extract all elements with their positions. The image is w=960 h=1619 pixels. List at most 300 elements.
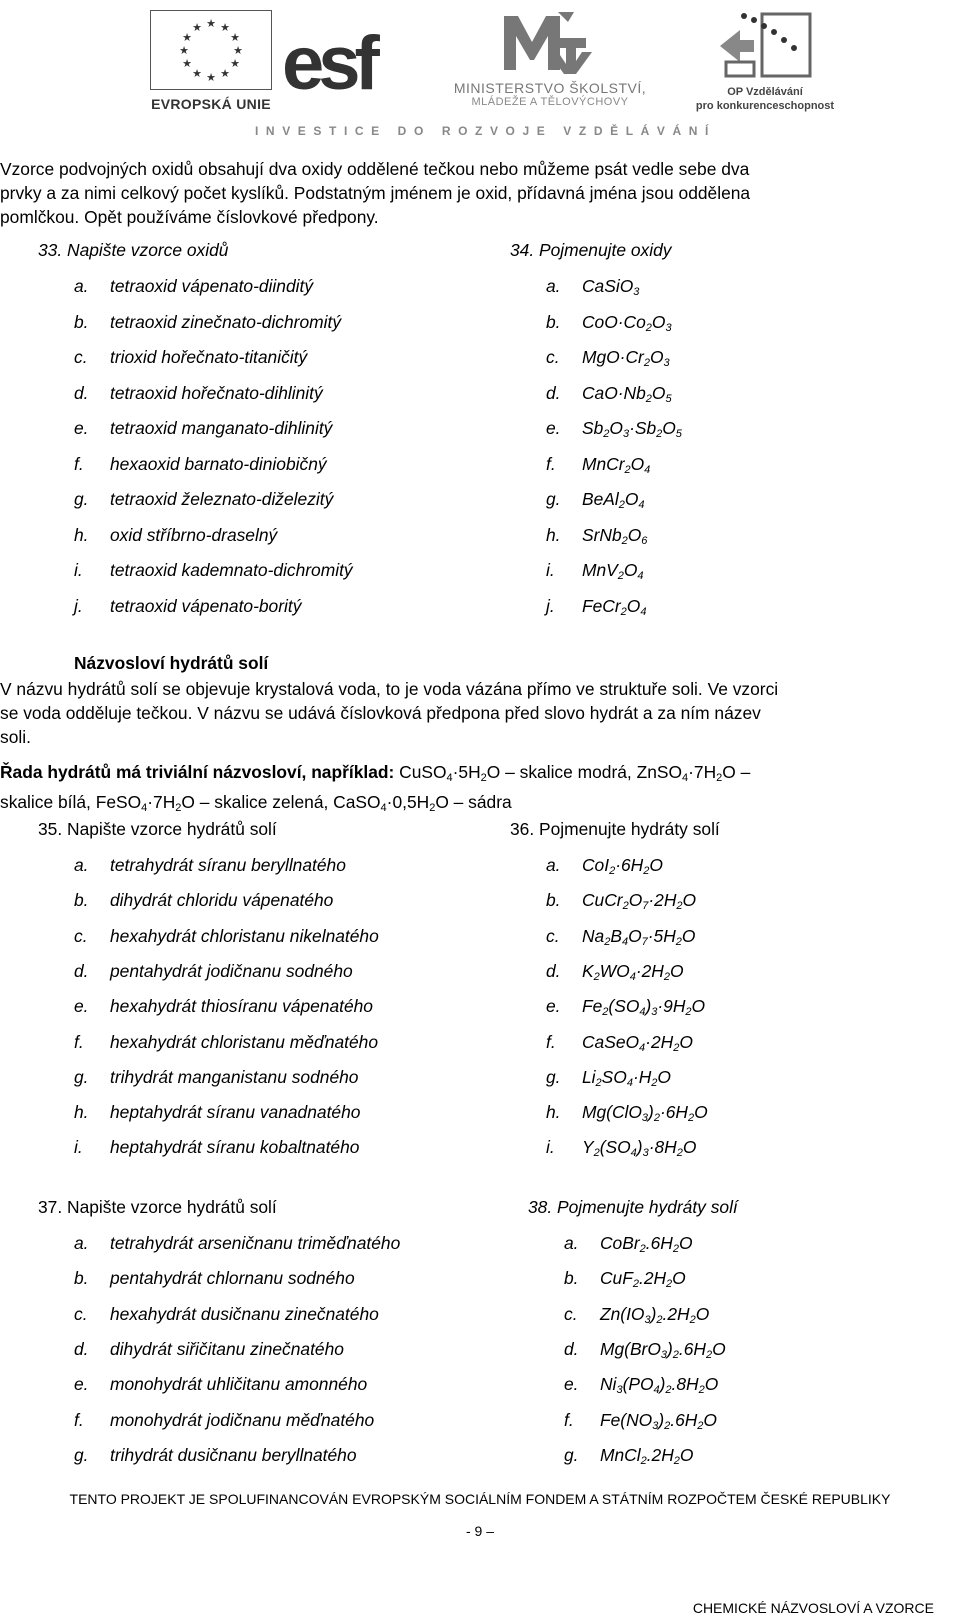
trivial-formulas-1 <box>399 762 750 782</box>
item-formula <box>582 890 696 912</box>
subscript: 2 <box>603 428 610 440</box>
formula-part: CoBr <box>600 1233 640 1253</box>
item-letter: c. <box>74 347 88 367</box>
item-letter: i. <box>546 1137 555 1158</box>
subscript: 4 <box>640 605 647 618</box>
subscript: 4 <box>638 499 645 511</box>
subscript: 2 <box>665 1384 672 1397</box>
formula-part: ·2H <box>635 960 664 981</box>
svg-text:★: ★ <box>220 22 230 34</box>
formula-part: WO <box>599 960 630 981</box>
subscript: 2 <box>617 570 624 582</box>
item-letter: g. <box>546 1066 561 1087</box>
exercise-36-title: 36. Pojmenujte hydráty solí <box>510 819 720 839</box>
header-logos <box>0 0 960 140</box>
svg-text:★: ★ <box>230 32 240 44</box>
intro-line-3: pomlčkou. Opět používáme číslovkové předpony. <box>0 207 379 227</box>
chapter-title: CHEMICKÉ NÁZVOSLOVÍ A VZORCE <box>692 1600 934 1616</box>
item-letter: e. <box>546 996 561 1017</box>
op-logo <box>690 10 840 110</box>
item-text: monohydrát jodičnanu měďnatého <box>110 1409 375 1430</box>
item-letter: i. <box>546 560 555 580</box>
formula-part: MnCl <box>600 1444 641 1465</box>
hydrates-line-3: soli. <box>0 727 31 747</box>
intro-paragraph <box>0 157 945 229</box>
subscript: 2 <box>673 1041 680 1054</box>
formula-part: O <box>695 1303 710 1324</box>
subscript: 2 <box>651 1076 658 1089</box>
subscript: 5 <box>665 392 672 405</box>
subscript: 5 <box>675 428 682 440</box>
eu-logo <box>150 10 272 110</box>
item-letter: f. <box>546 453 556 474</box>
item-letter: b. <box>546 311 561 332</box>
formula-part: CuSO <box>399 762 447 782</box>
item-text: hexahydrát chloristanu nikelnatého <box>110 925 379 946</box>
formula-part: .6H <box>670 1409 698 1430</box>
item-text: tetraoxid kademnato-dichromitý <box>110 560 353 580</box>
formula-part: K <box>582 960 594 981</box>
formula-part: ·5H <box>452 762 481 782</box>
subscript: 3 <box>633 286 640 298</box>
subscript: 2 <box>602 1006 609 1019</box>
item-text: hexaoxid barnato-diniobičný <box>110 453 327 474</box>
item-letter: f. <box>74 1031 84 1052</box>
item-letter: g. <box>74 1066 89 1087</box>
formula-part: O <box>712 1338 726 1359</box>
esf-logo <box>282 18 400 110</box>
item-text: trihydrát dusičnanu beryllnatého <box>110 1444 357 1465</box>
formula-part: ·0,5H <box>386 792 430 812</box>
item-text: trioxid hořečnato-titaničitý <box>110 347 308 367</box>
formula-part: O <box>703 1409 717 1430</box>
formula-part: ) <box>636 1137 643 1158</box>
subscript: 2 <box>593 970 600 983</box>
formula-part: O <box>630 453 645 474</box>
formula-part: .2H <box>646 1444 674 1465</box>
item-letter: d. <box>564 1338 579 1359</box>
formula-part: Fe <box>582 996 603 1017</box>
item-letter: b. <box>74 311 89 332</box>
formula-part: O <box>669 960 684 981</box>
item-letter: e. <box>564 1374 579 1395</box>
hydrates-paragraph <box>0 677 945 749</box>
subscript: 2 <box>716 772 723 784</box>
hydrates-heading: Názvosloví hydrátů solí <box>74 653 269 673</box>
formula-part: (SO <box>608 996 640 1017</box>
esf-wordmark: esf <box>282 21 374 106</box>
formula-part: CaSeO <box>582 1031 640 1052</box>
subscript: 3 <box>651 1006 658 1019</box>
item-letter: j. <box>546 595 555 616</box>
item-text: oxid stříbrno-draselný <box>110 524 278 545</box>
formula-part: Zn(IO <box>600 1303 645 1324</box>
subscript: 4 <box>621 935 629 948</box>
item-letter: d. <box>74 960 89 981</box>
msmt-label-2: MLÁDEŽE A TĚLOVÝCHOVY <box>471 96 629 108</box>
subscript: 7 <box>641 935 648 948</box>
item-text: tetraoxid železnato-diželezitý <box>110 489 334 509</box>
item-formula <box>600 1410 717 1432</box>
subscript: 2 <box>645 321 652 334</box>
formula-part: O <box>657 1066 671 1087</box>
item-text: tetraoxid vápenato-boritý <box>110 595 302 616</box>
subscript: 3 <box>641 1112 649 1125</box>
formula-part: O <box>627 524 642 545</box>
formula-part: O <box>679 1031 693 1052</box>
item-letter: g. <box>564 1444 579 1465</box>
item-letter: b. <box>546 890 561 911</box>
formula-part: ·2H <box>645 1031 674 1052</box>
formula-part: .2H <box>662 1303 690 1324</box>
item-letter: h. <box>546 1102 561 1123</box>
formula-part: O <box>651 382 666 403</box>
item-letter: a. <box>74 855 89 875</box>
item-formula <box>600 1304 709 1326</box>
formula-part: (PO <box>622 1374 654 1395</box>
item-letter: c. <box>564 1303 578 1324</box>
subscript: 2 <box>687 1112 695 1125</box>
item-formula <box>600 1233 692 1255</box>
subscript: 3 <box>660 1348 667 1361</box>
item-letter: d. <box>74 1338 89 1359</box>
formula-part: ) <box>659 1374 666 1395</box>
subscript: 2 <box>624 463 631 476</box>
subscript: 3 <box>665 321 672 334</box>
formula-part: O – <box>722 762 751 782</box>
item-formula <box>582 1102 708 1124</box>
formula-part: Ni <box>600 1374 617 1395</box>
op-mark-icon <box>714 10 814 82</box>
item-text: tetraoxid zinečnato-dichromitý <box>110 311 342 332</box>
formula-part: Mg(BrO <box>600 1338 661 1359</box>
item-letter: j. <box>74 595 83 616</box>
item-letter: a. <box>74 276 89 296</box>
item-letter: c. <box>546 347 560 367</box>
subscript: 2 <box>697 1419 704 1432</box>
item-text: tetraoxid manganato-dihlinitý <box>110 418 333 438</box>
item-letter: f. <box>564 1409 574 1430</box>
trivial-line-1 <box>0 760 945 790</box>
item-text: hexahydrát dusičnanu zinečnatého <box>110 1303 379 1324</box>
formula-part: MnCr <box>582 453 625 474</box>
item-letter: a. <box>546 276 561 296</box>
svg-text:★: ★ <box>230 58 240 70</box>
item-formula <box>582 276 639 298</box>
subscript: 4 <box>446 772 453 784</box>
formula-part: Fe(NO <box>600 1409 653 1430</box>
item-letter: b. <box>564 1268 579 1289</box>
formula-part: O <box>662 418 676 438</box>
subscript: 3 <box>616 1384 623 1397</box>
formula-part: CuCr <box>582 890 623 911</box>
subscript: 2 <box>676 900 683 913</box>
formula-part: ·7H <box>688 762 717 782</box>
item-letter: g. <box>546 489 561 509</box>
item-text: hexahydrát chloristanu měďnatého <box>110 1031 379 1052</box>
hydrates-line-1: V názvu hydrátů solí se objevuje krystalová voda, to je voda vázána přímo ve struktuře soli. Ve vzorci <box>0 679 779 699</box>
formula-part: O <box>678 1233 693 1253</box>
formula-part: Na <box>582 925 605 946</box>
item-formula <box>582 961 684 983</box>
subscript: 6 <box>641 534 648 547</box>
formula-part: (SO <box>599 1137 631 1158</box>
item-formula <box>582 560 644 582</box>
item-formula <box>582 1032 693 1054</box>
subscript: 2 <box>609 865 616 877</box>
svg-text:★: ★ <box>182 58 192 70</box>
svg-text:★: ★ <box>220 68 230 80</box>
item-letter: i. <box>74 560 83 580</box>
formula-part: O <box>626 595 641 616</box>
subscript: 2 <box>643 865 650 877</box>
item-letter: i. <box>74 1137 83 1158</box>
trivial-bold: Řada hydrátů má triviální názvosloví, například: <box>0 762 395 782</box>
item-text: heptahydrát síranu vanadnatého <box>110 1102 361 1123</box>
item-letter: e. <box>74 996 89 1017</box>
formula-part: skalice bílá, FeSO <box>0 792 142 812</box>
msmt-logo <box>440 8 660 110</box>
intro-line-1: Vzorce podvojných oxidů obsahují dva oxidy oddělené tečkou nebo můžeme psát vedle sebe dva <box>0 159 750 179</box>
svg-text:★: ★ <box>206 18 216 30</box>
subscript: 4 <box>626 1076 633 1089</box>
item-letter: h. <box>74 1102 89 1123</box>
formula-part: ) <box>658 1409 665 1430</box>
intro-line-2: prvky a za nimi celkový počet kyslíků. Podstatným jménem je oxid, přídavná jména jsou oddělena <box>0 183 751 203</box>
formula-part: BeAl <box>582 489 619 509</box>
item-formula <box>582 1137 696 1159</box>
subscript: 2 <box>653 1112 660 1125</box>
subscript: 2 <box>595 1076 602 1089</box>
item-formula <box>600 1374 718 1396</box>
formula-part: O <box>682 1137 697 1158</box>
formula-part: ) <box>667 1338 673 1359</box>
formula-part: O <box>691 996 706 1017</box>
item-formula <box>582 347 670 369</box>
formula-part: O <box>649 855 663 875</box>
item-letter: a. <box>74 1233 89 1253</box>
item-letter: b. <box>74 1268 89 1289</box>
formula-part: O <box>609 418 623 438</box>
subscript: 2 <box>705 1348 713 1361</box>
formula-part: O <box>694 1102 708 1123</box>
formula-part: .6H <box>678 1338 706 1359</box>
formula-part: Y <box>582 1137 594 1158</box>
subscript: 4 <box>629 970 636 983</box>
formula-part: O <box>681 925 696 946</box>
formula-part: Li <box>582 1066 596 1087</box>
subscript: 2 <box>632 1278 639 1291</box>
item-letter: c. <box>74 1303 88 1324</box>
item-text: pentahydrát chlornanu sodného <box>110 1268 355 1289</box>
formula-part: CoI <box>582 855 610 875</box>
exercise-34-title: 34. Pojmenujte oxidy <box>510 240 672 260</box>
msmt-mark-icon <box>498 8 598 74</box>
item-text: monohydrát uhličitanu amonného <box>110 1374 368 1395</box>
formula-part: ) <box>645 996 652 1017</box>
exercise-38-title: 38. Pojmenujte hydráty solí <box>528 1197 738 1217</box>
subscript: 3 <box>644 1313 651 1326</box>
item-letter: d. <box>74 382 89 403</box>
item-letter: c. <box>74 925 88 946</box>
formula-part: ·9H <box>657 996 686 1017</box>
trivial-line-2 <box>0 790 945 820</box>
item-letter: d. <box>546 960 561 981</box>
formula-part: FeCr <box>582 595 621 616</box>
formula-part: SO <box>601 1066 627 1087</box>
eu-flag-icon <box>150 10 272 90</box>
subscript: 2 <box>664 1419 671 1432</box>
page-number: - 9 – <box>465 1523 494 1539</box>
formula-part: O <box>704 1374 719 1395</box>
formula-part: O – sádra <box>435 792 512 812</box>
formula-part: MgO·Cr <box>582 347 644 367</box>
item-text: tetrahydrát arseničnanu triměďnatého <box>110 1233 401 1253</box>
subscript: 4 <box>682 772 689 784</box>
item-letter: g. <box>74 1444 89 1465</box>
item-formula <box>582 855 663 877</box>
formula-part: CoO·Co <box>582 311 646 332</box>
item-letter: h. <box>546 524 561 545</box>
subscript: 4 <box>630 1147 637 1160</box>
formula-part: O <box>628 925 642 946</box>
op-label-1: OP Vzdělávání <box>727 86 803 98</box>
formula-part: ·Sb <box>629 418 657 438</box>
item-letter: g. <box>74 489 89 509</box>
subscript: 2 <box>639 1243 646 1255</box>
hydrates-line-2: se voda odděluje tečkou. V názvu se udává číslovková předpona před slovo hydrát a za ním název <box>0 703 761 723</box>
formula-part: B <box>610 925 622 946</box>
formula-part: ·2H <box>648 890 677 911</box>
item-letter: e. <box>74 1374 89 1395</box>
item-formula <box>582 596 646 618</box>
item-letter: a. <box>564 1233 579 1253</box>
formula-part: SrNb <box>582 524 622 545</box>
subscript: 2 <box>480 772 487 784</box>
item-letter: f. <box>74 453 84 474</box>
subscript: 2 <box>618 499 625 511</box>
exercise-37-title: 37. Napište vzorce hydrátů solí <box>38 1197 277 1217</box>
item-text: pentahydrát jodičnanu sodného <box>110 960 353 981</box>
subscript: 2 <box>175 802 182 814</box>
subscript: 2 <box>698 1384 705 1397</box>
formula-part: .6H <box>645 1233 673 1253</box>
subscript: 2 <box>643 357 650 369</box>
subscript: 2 <box>604 935 611 948</box>
formula-part: O <box>651 311 666 332</box>
subscript: 2 <box>620 605 627 618</box>
item-text: trihydrát manganistanu sodného <box>110 1066 359 1087</box>
item-text: tetraoxid hořečnato-dihlinitý <box>110 382 323 403</box>
item-formula <box>582 996 705 1018</box>
op-label-2: pro konkurenceschopnost <box>695 100 835 112</box>
formula-part: ·6H <box>659 1102 688 1123</box>
footer-project-note: TENTO PROJEKT JE SPOLUFINANCOVÁN EVROPSKÝM SOCIÁLNÍM FONDEM A STÁTNÍM ROZPOČTEM ČESKÉ REPUBLIKY <box>69 1491 891 1507</box>
subscript: 3 <box>652 1419 659 1432</box>
eu-label: EVROPSKÁ UNIE <box>151 96 271 112</box>
item-letter: e. <box>546 418 561 438</box>
formula-part: ·5H <box>647 925 676 946</box>
subscript: 4 <box>639 1041 646 1054</box>
formula-part: CuF <box>600 1268 633 1289</box>
item-text: tetraoxid vápenato-diinditý <box>110 276 314 296</box>
formula-part: O – skalice zelená, CaSO <box>181 792 381 812</box>
subscript: 4 <box>644 463 651 476</box>
subscript: 2 <box>640 1454 647 1467</box>
item-formula <box>600 1339 726 1361</box>
item-formula <box>582 418 682 440</box>
formula-part: MnV <box>582 560 618 580</box>
item-formula <box>582 1067 671 1089</box>
item-letter: h. <box>74 524 89 545</box>
subscript: 4 <box>380 802 387 814</box>
svg-text:★: ★ <box>206 72 216 84</box>
formula-part: Mg(ClO <box>582 1102 642 1123</box>
item-text: tetrahydrát síranu beryllnatého <box>110 855 346 875</box>
item-formula <box>582 312 672 334</box>
subscript: 3 <box>642 1147 649 1160</box>
item-formula <box>582 383 672 405</box>
exercise-35-title: 35. Napište vzorce hydrátů solí <box>38 819 277 839</box>
formula-part: .2H <box>638 1268 667 1289</box>
item-text: dihydrát chloridu vápenatého <box>110 890 334 911</box>
subscript: 2 <box>685 1006 692 1019</box>
subscript: 4 <box>653 1384 660 1397</box>
formula-part: ) <box>648 1102 654 1123</box>
formula-part: O <box>623 560 638 580</box>
item-letter: f. <box>74 1409 84 1430</box>
msmt-label-1: MINISTERSTVO ŠKOLSTVÍ, <box>453 80 647 96</box>
formula-part: O <box>672 1268 686 1289</box>
subscript: 2 <box>621 534 628 547</box>
svg-text:★: ★ <box>182 32 192 44</box>
trivial-names-paragraph <box>0 760 945 820</box>
subscript: 2 <box>663 970 670 983</box>
subscript: 2 <box>593 1147 600 1160</box>
svg-text:★: ★ <box>192 22 202 34</box>
subscript: 2 <box>666 1278 673 1291</box>
item-letter: d. <box>546 382 561 403</box>
subscript: 3 <box>622 428 630 440</box>
svg-text:★: ★ <box>179 45 189 57</box>
exercise-33-title: 33. Napište vzorce oxidů <box>38 240 229 260</box>
item-formula <box>582 525 647 547</box>
formula-part: O <box>682 890 697 911</box>
item-letter: b. <box>74 890 89 911</box>
formula-part: ·7H <box>147 792 176 812</box>
svg-text:★: ★ <box>192 68 202 80</box>
svg-text:★: ★ <box>233 45 243 57</box>
subscript: 2 <box>672 1348 679 1361</box>
subscript: 2 <box>656 1313 663 1326</box>
item-text: heptahydrát síranu kobaltnatého <box>110 1137 360 1158</box>
item-letter: f. <box>546 1031 556 1052</box>
subscript: 2 <box>622 900 629 913</box>
formula-part: O <box>649 347 664 367</box>
formula-part: O <box>628 890 643 911</box>
subscript: 3 <box>663 357 670 369</box>
subscript: 2 <box>672 1243 679 1255</box>
formula-part: Sb <box>582 418 604 438</box>
item-formula <box>582 489 645 511</box>
subscript: 2 <box>676 1147 683 1160</box>
item-letter: e. <box>74 418 89 438</box>
subscript: 4 <box>141 802 148 814</box>
item-text: hexahydrát thiosíranu vápenatého <box>110 996 373 1017</box>
subscript: 7 <box>642 900 649 913</box>
subscript: 2 <box>673 1454 680 1467</box>
subscript: 2 <box>675 935 682 948</box>
